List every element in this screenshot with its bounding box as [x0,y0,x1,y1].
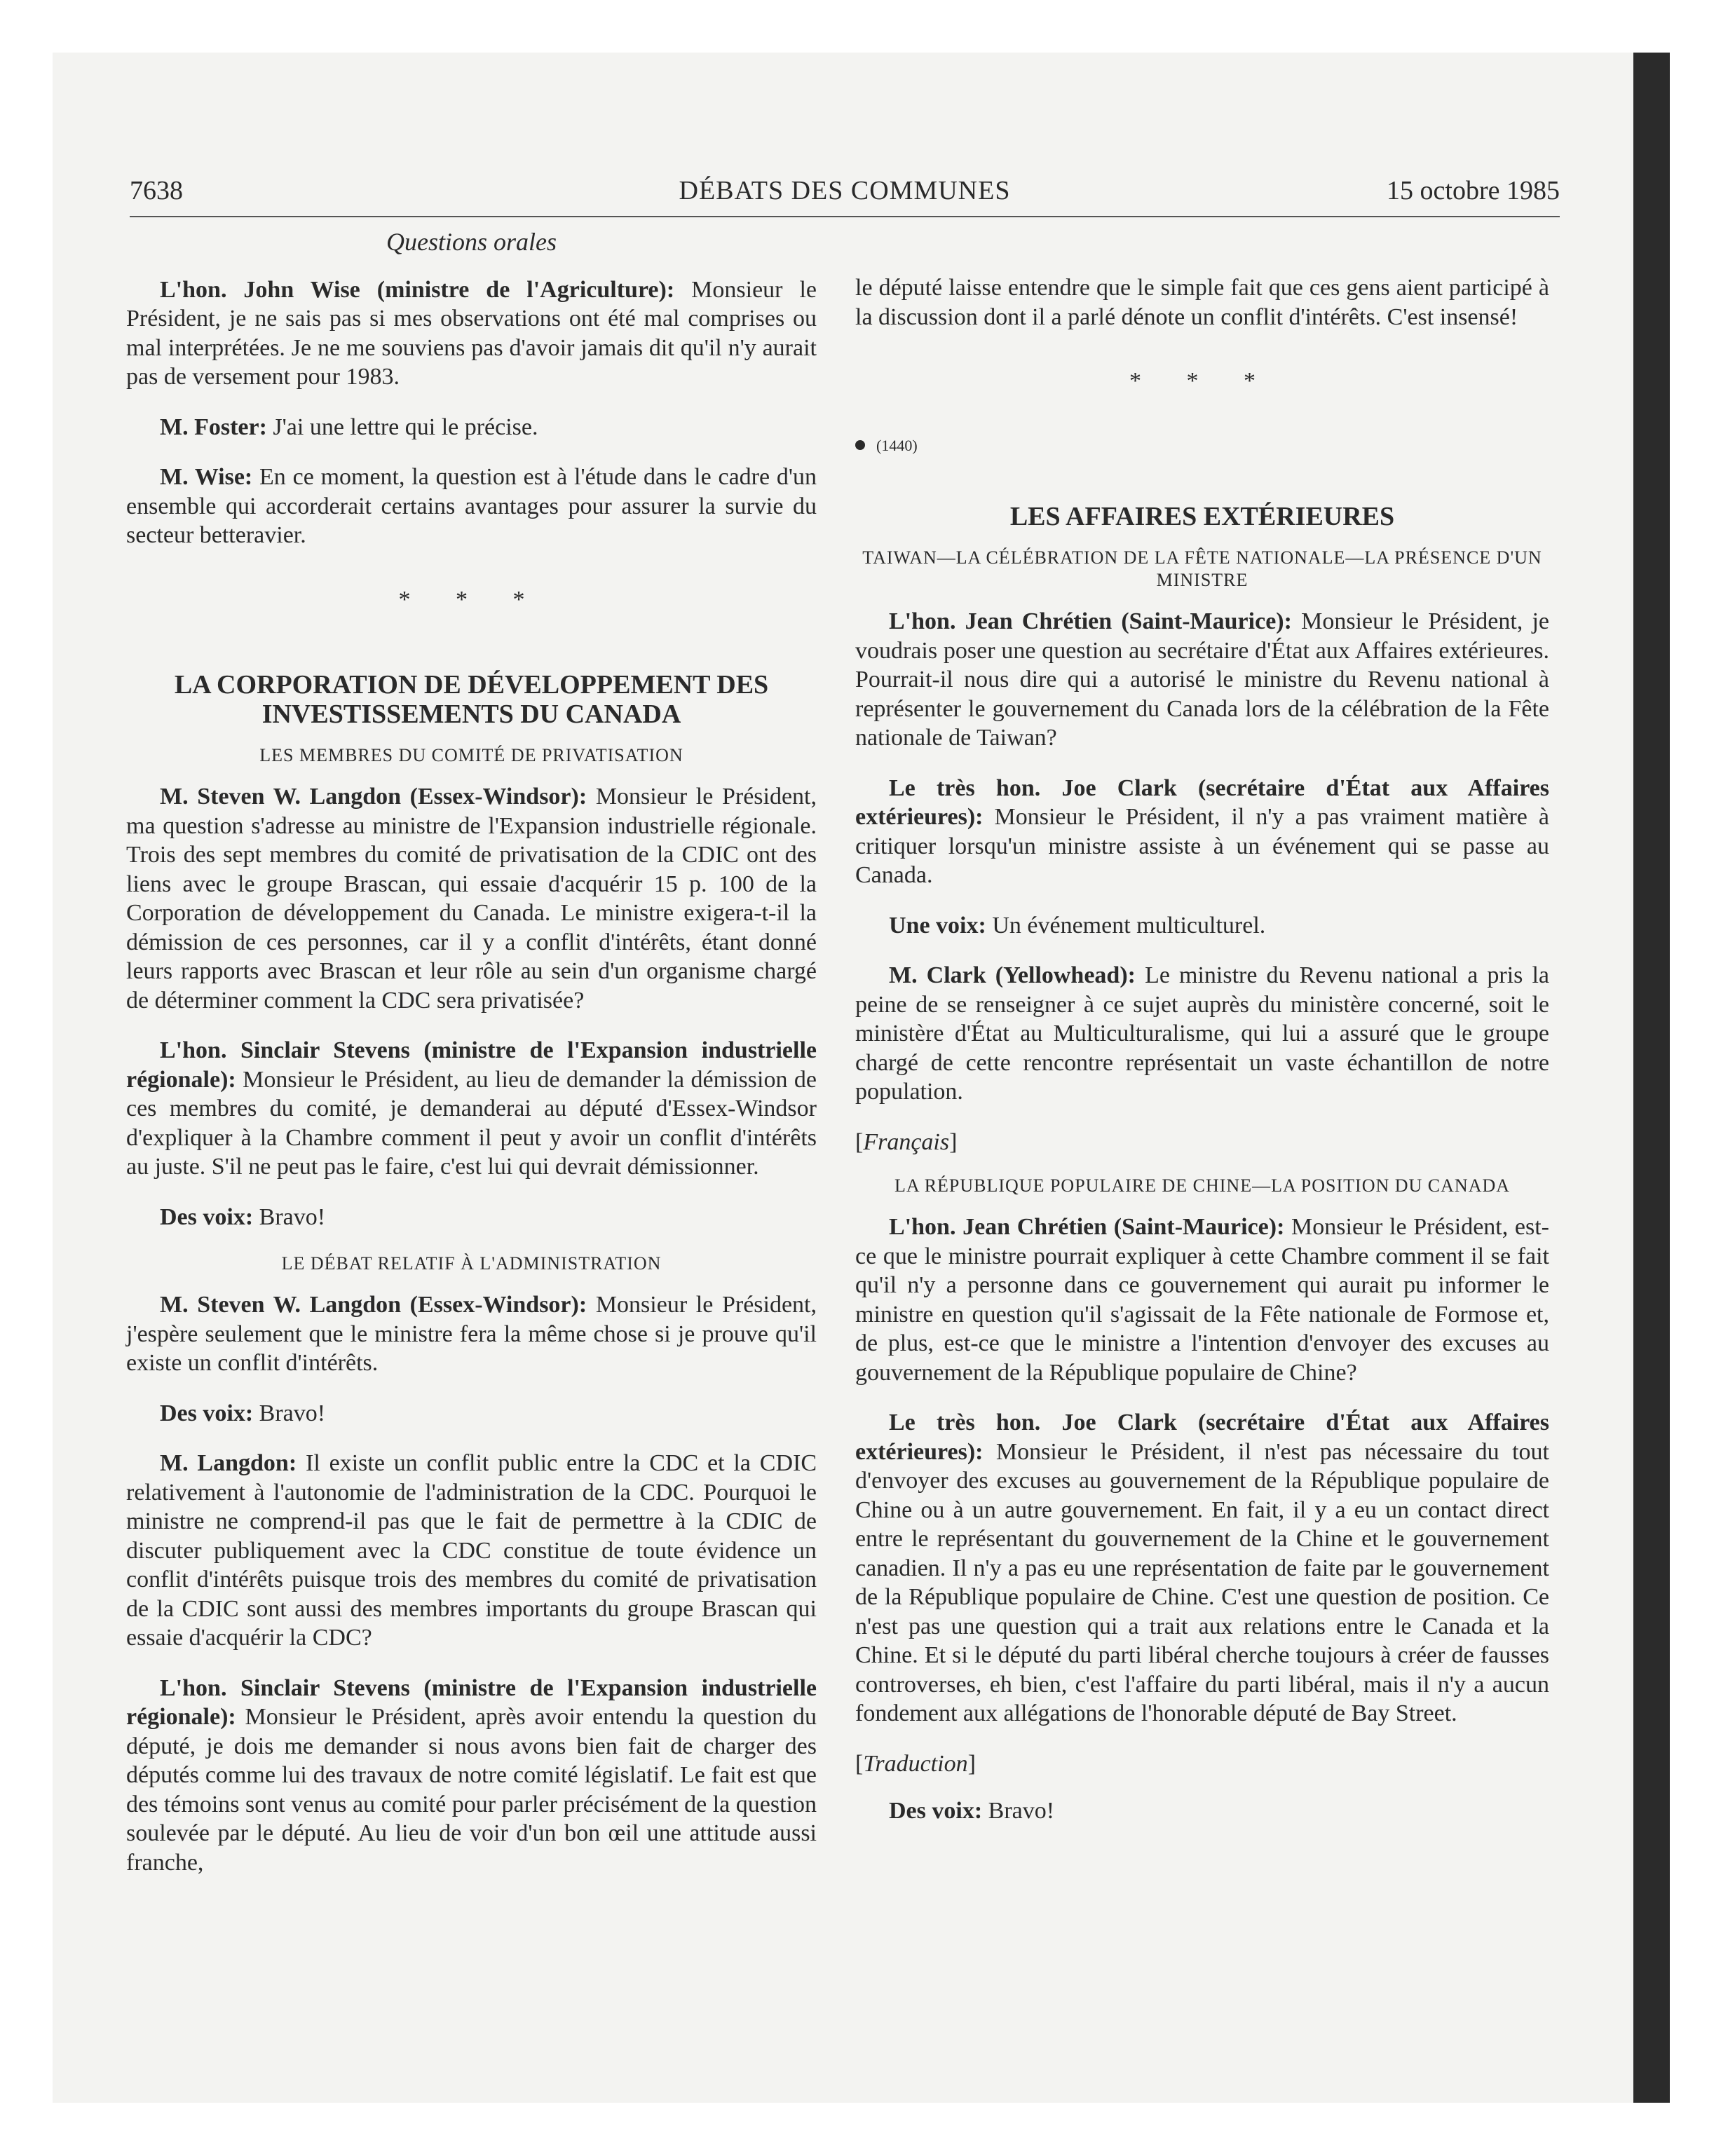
speech-text: Monsieur le Président, il n'y a pas vraiment matière à critiquer lorsqu'un ministre assiste à un événement qui se passe au Canada. [855,804,1549,888]
publication-title: DÉBATS DES COMMUNES [679,176,1011,205]
speaker: L'hon. Jean Chrétien (Saint-Maurice): [889,1214,1285,1240]
paragraph [855,1796,1549,1826]
speech-text: Il existe un conflit public entre la CDC et la CDIC relativement à l'autonomie de l'administration de la CDC. Pourquoi le ministre ne comprend-il pas que le fait de permettre à la CDIC de discuter publiquement avec la CDC constitue de toute évidence un conflit d'intérêts puisque trois des membres du comité de privatisation de la CDIC sont aussi des membres importants du groupe Brascan qui essaie d'acquérir la CDC? [126,1450,817,1651]
speaker: Des voix: [889,1798,983,1824]
paragraph [855,273,1549,332]
speaker: Le très hon. Joe Clark (secrétaire d'État aux Affaires extérieures): [855,775,1549,830]
speech-text: Monsieur le Président, j'espère seulement que le ministre fera la même chose si je prouve qu'il existe un conflit d'intérêts. [126,1292,817,1376]
speech-text: Monsieur le Président, est-ce que le ministre pourrait expliquer à cette Chambre comment il se fait qu'il n'y a personne dans ce gouvernement qui aurait pu informer le ministre en question qu'il s'agissait de la Fête nationale de Formose et, de plus, est-ce que le ministre a l'intention d'envoyer des excuses au gouvernement de la République populaire de Chine? [855,1214,1549,1386]
paragraph [126,782,817,1015]
section-heading: LES AFFAIRES EXTÉRIEURES [1009,502,1395,531]
subsection-heading: TAIWAN—LA CÉLÉBRATION DE LA FÊTE NATIONALE—LA PRÉSENCE D'UN MINISTRE [862,547,1542,590]
speech-text: Bravo! [253,1400,326,1426]
scan-edge-bar [1633,53,1670,2103]
paragraph [126,413,817,442]
language-label: Français [863,1128,950,1155]
speech-text: Bravo! [253,1203,326,1230]
section-separator: * * * [1129,368,1275,394]
paragraph [126,1399,817,1428]
speaker: L'hon. John Wise (ministre de l'Agriculture): [160,276,675,303]
paragraph [126,1290,817,1378]
speech-text: Monsieur le Président, il n'est pas nécessaire du tout d'envoyer des excuses au gouvernement de la République populaire de Chine ou à un autre gouvernement. En fait, il y a eu un contact direct entre le représentant du gouvernement de la Chine et le gouvernement canadien. Il n'y a pas eu une représentation de faite par le gouvernement de la République populaire de Chine. C'est une question de position. Ce n'est pas une question qui a trait aux relations entre le Canada et la Chine. Et si le député du parti libéral cherche toujours à créer de fausses controverses, eh bien, c'est l'affaire du parti libéral, mais il n'y a aucun fondement aux allégations de l'honorable député de Bay Street. [855,1438,1549,1726]
language-marker: [Français] [855,1128,958,1155]
paragraph [855,961,1549,1107]
timestamp: (1440) [876,436,918,454]
speaker: L'hon. Sinclair Stevens (ministre de l'Expansion industrielle régionale): [126,1037,817,1093]
subsection-heading: LA RÉPUBLIQUE POPULAIRE DE CHINE—LA POSITION DU CANADA [894,1175,1511,1196]
left-column [126,228,817,1898]
language-label: Traduction [863,1750,968,1777]
subsection-heading: LES MEMBRES DU COMITÉ DE PRIVATISATION [259,745,683,765]
paragraph [855,1213,1549,1387]
speaker: Une voix: [889,912,986,939]
paragraph [126,1036,817,1182]
speech-text: le député laisse entendre que le simple fait que ces gens aient participé à la discussion dont il a parlé dénote un conflit d'intérêts. C'est insensé! [855,275,1549,330]
speaker: L'hon. Sinclair Stevens (ministre de l'Expansion industrielle régionale): [126,1674,817,1730]
speaker: M. Steven W. Langdon (Essex-Windsor): [160,784,587,810]
speaker: Des voix: [160,1400,254,1426]
paragraph [855,774,1549,890]
paragraph [855,1408,1549,1728]
speaker: M. Clark (Yellowhead): [889,962,1136,988]
speech-text: Un événement multiculturel. [986,912,1266,939]
speech-text: Monsieur le Président, ma question s'adresse au ministre de l'Expansion industrielle régionale. Trois des sept membres du comité de privatisation de la CDIC ont des liens avec le groupe Brascan, qui essaie d'acquérir 15 p. 100 de la Corporation de développement du Canada. Le ministre exigera-t-il la démission de ces personnes, car il y a conflit d'intérêts, étant donné leurs rapports avec Brascan et leur rôle au sein d'un organisme chargé de déterminer comment la CDC sera privatisée? [126,784,817,1014]
speech-text: Monsieur le Président, je ne sais pas si mes observations ont été mal comprises ou mal interprétées. Je ne me souviens pas d'avoir jamais dit qu'il n'y aurait pas de versement pour 1983. [126,276,817,390]
bullet-dot-icon [855,440,865,450]
speech-text: Monsieur le Président, après avoir entendu la question du député, je dois me demander si nous avons bien fait de charger des députés comme lui des travaux de notre comité législatif. Le fait est que des témoins sont venus au comité pour parler précisément de la question soulevée par le député. Au lieu de voir d'un bon œil une attitude aussi franche, [126,1704,817,1876]
speaker: Le très hon. Joe Clark (secrétaire d'État aux Affaires extérieures): [855,1410,1549,1465]
page-header [130,175,1560,217]
right-column [855,273,1549,1847]
page-number: 7638 [130,176,183,205]
timestamp-marker [855,431,1549,460]
language-marker: [Traduction] [855,1750,976,1777]
paragraph [855,911,1549,941]
speaker: L'hon. Jean Chrétien (Saint-Maurice): [889,608,1292,634]
speech-text: Monsieur le Président, je voudrais poser une question au secrétaire d'État aux Affaires extérieures. Pourrait-il nous dire qui a autorisé le ministre du Revenu national à représenter le gouvernement du Canada lors de la célébration de la Fête nationale de Taiwan? [855,608,1550,751]
speech-text: Monsieur le Président, au lieu de demander la démission de ces membres du comité, je demanderai au député d'Essex-Windsor d'expliquer à la Chambre comment il peut y avoir un conflit d'intérêts au juste. S'il ne peut pas le faire, c'est lui qui devrait démissionner. [126,1066,817,1180]
speech-text: En ce moment, la question est à l'étude dans le cadre d'un ensemble qui accorderait certains avantages pour assurer la survie du secteur betteravier. [126,464,817,548]
section-separator: * * * [398,586,545,613]
section-heading: LA CORPORATION DE DÉVELOPPEMENT DES INVESTISSEMENTS DU CANADA [174,670,769,729]
paragraph [126,1449,817,1653]
speaker: M. Langdon: [160,1450,297,1476]
speaker: M. Foster: [160,414,267,440]
subsection-heading: LE DÉBAT RELATIF À L'ADMINISTRATION [281,1253,662,1274]
speech-text: Bravo! [982,1798,1055,1824]
publication-date: 15 octobre 1985 [1387,176,1560,205]
paragraph [126,275,817,392]
section-label: Questions orales [386,228,557,256]
speech-text: J'ai une lettre qui le précise. [266,414,538,440]
speaker: M. Wise: [160,464,253,490]
paragraph [126,1674,817,1878]
paragraph [855,607,1549,753]
paragraph [126,463,817,550]
speaker: Des voix: [160,1203,254,1230]
speaker: M. Steven W. Langdon (Essex-Windsor): [160,1292,587,1318]
speech-text: Le ministre du Revenu national a pris la peine de se renseigner à ce sujet auprès du ministère concerné, soit le ministère d'État au Multiculturalisme, qui lui a assuré que le groupe chargé de cette rencontre représentait un vaste échantillon de notre population. [855,962,1550,1105]
paragraph [126,1203,817,1232]
